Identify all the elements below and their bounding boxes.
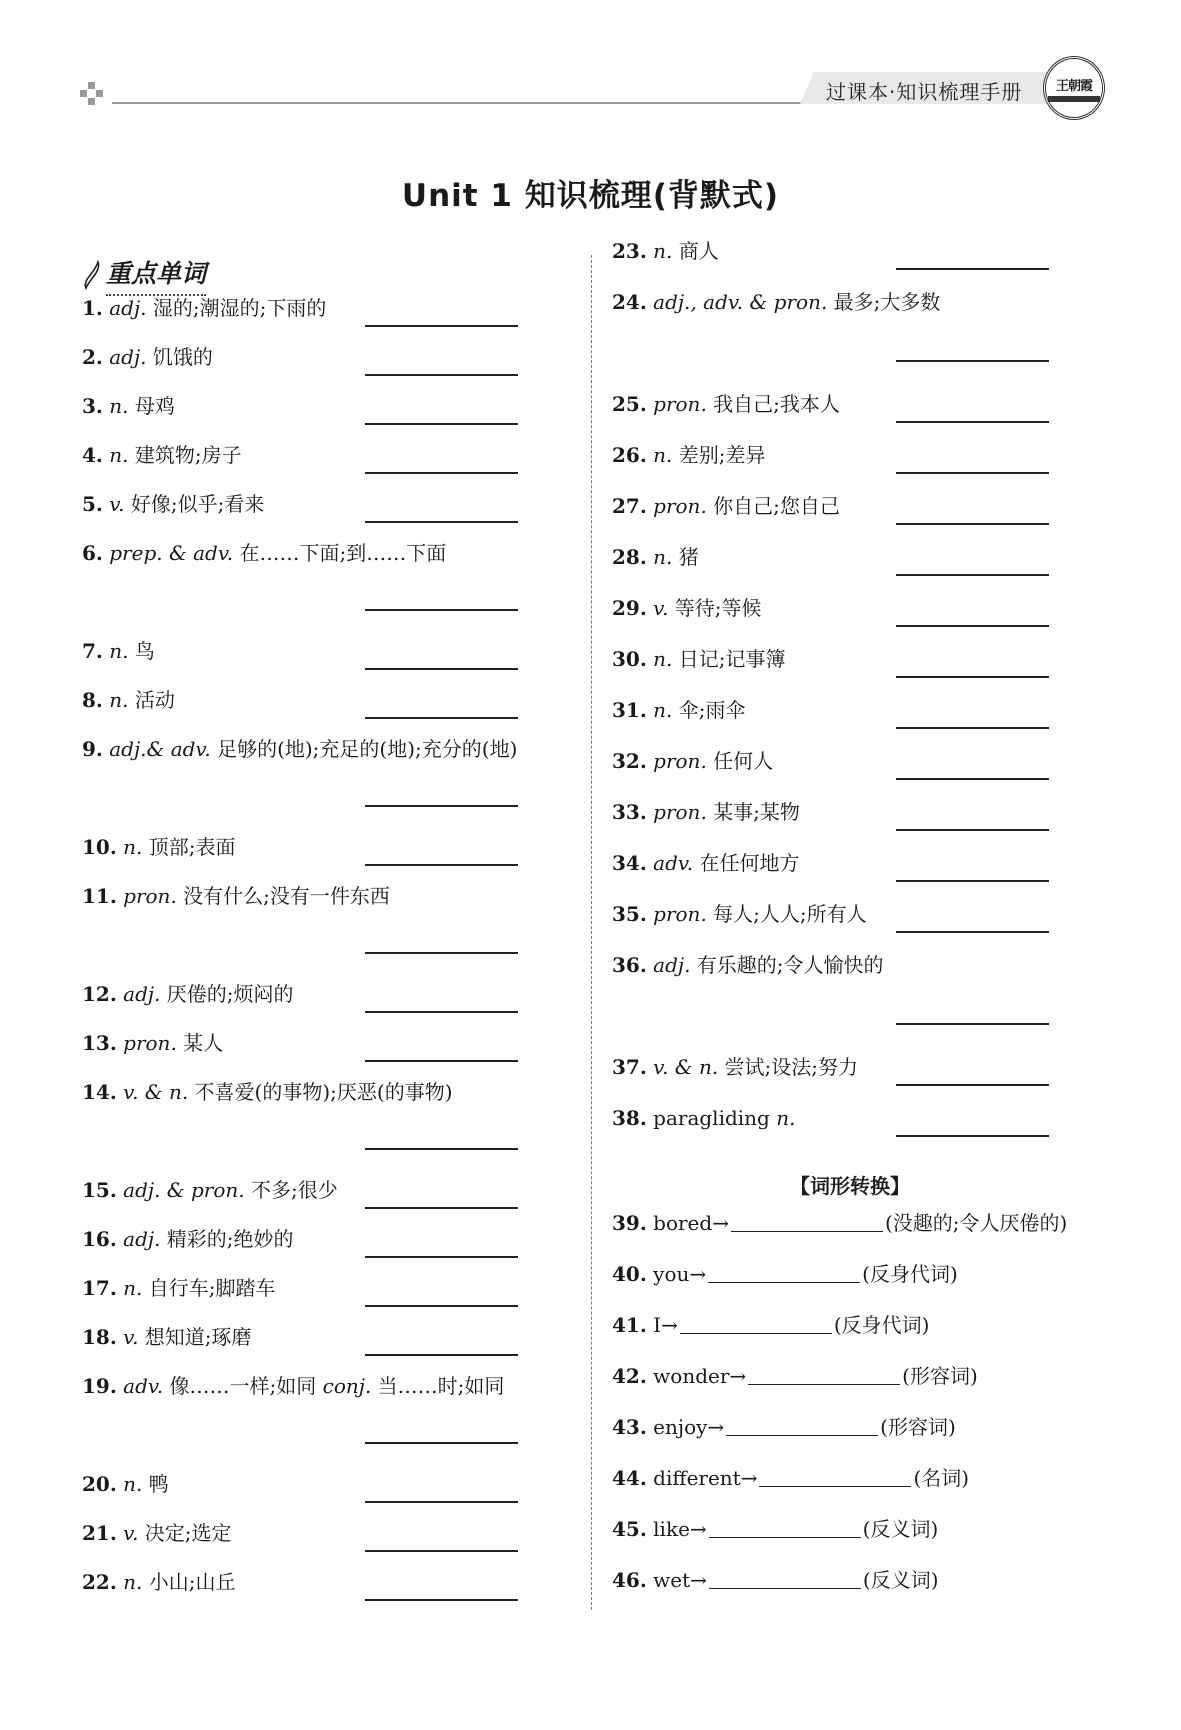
vocab-item [82,344,213,370]
item-meaning: 猪 [672,545,699,569]
answer-blank[interactable] [731,1211,883,1232]
part-of-speech: adj. [109,345,147,369]
item-number: 2. [82,345,103,369]
item-meaning: 自行车;脚踏车 [142,1276,276,1300]
item-number: 20. [82,1472,117,1496]
part-of-speech: v. [109,492,125,516]
item-meaning: 想知道;琢磨 [138,1325,252,1349]
item-number: 24. [612,290,647,314]
part-of-speech: adj. [109,296,147,320]
item-meaning: 我自己;我本人 [706,392,840,416]
item-word: paragliding [646,1106,777,1130]
part-of-speech: n. [123,835,143,859]
part-of-speech: n. [109,443,129,467]
vocab-item [612,850,800,876]
answer-blank[interactable] [726,1415,878,1436]
item-number: 33. [612,800,647,824]
item-number: 26. [612,443,647,467]
item-number: 17. [82,1276,117,1300]
part-of-speech: adj.& adv. [109,737,211,761]
item-number: 29. [612,596,647,620]
vocab-item [82,1030,223,1056]
part-of-speech: n. [776,1106,796,1130]
source-word: different→ [646,1466,758,1490]
part-of-speech: pron. [123,884,177,908]
part-of-speech: n. [653,698,673,722]
vocab-item [82,883,390,909]
answer-blank[interactable] [896,1135,1049,1137]
item-meaning: 伞;雨伞 [672,698,746,722]
answer-blank[interactable] [365,668,518,670]
answer-blank[interactable] [896,931,1049,933]
publisher-seal-icon [1043,56,1105,120]
conversion-hint: (反身代词) [862,1262,958,1286]
item-number: 23. [612,239,647,263]
item-number: 10. [82,835,117,859]
item-number: 39. [612,1211,647,1235]
answer-blank[interactable] [896,829,1049,831]
part-of-speech: adj. [123,1227,161,1251]
item-meaning: 任何人 [706,749,774,773]
item-number: 30. [612,647,647,671]
item-meaning: 精彩的;绝妙的 [160,1227,294,1251]
answer-blank[interactable] [896,625,1049,627]
part-of-speech: pron. [653,800,707,824]
answer-blank[interactable] [896,472,1049,474]
vocab-item [612,391,840,417]
conversion-hint: (名词) [913,1466,970,1490]
item-meaning: 在……下面;到……下面 [233,541,447,565]
item-number: 44. [612,1466,647,1490]
answer-blank[interactable] [365,805,518,807]
conversion-hint: (反义词) [862,1517,939,1541]
answer-blank[interactable] [709,1517,861,1538]
item-number: 7. [82,639,103,663]
answer-blank[interactable] [680,1313,832,1334]
item-meaning: 像……一样;如同 [163,1374,323,1398]
part-of-speech: n. [109,688,129,712]
item-meaning: 厌倦的;烦闷的 [160,982,294,1006]
item-number: 18. [82,1325,117,1349]
part-of-speech: conj. [322,1374,372,1398]
item-meaning: 鸟 [128,639,155,663]
vocab-item [612,1105,795,1131]
vocab-item [82,981,294,1007]
item-number: 9. [82,737,103,761]
answer-blank[interactable] [896,360,1049,362]
item-meaning: 尝试;设法;努力 [718,1055,859,1079]
part-of-speech: pron. [653,749,707,773]
answer-blank[interactable] [365,717,518,719]
answer-blank[interactable] [709,1568,861,1589]
answer-blank[interactable] [365,1550,518,1552]
vocab-item [82,1569,236,1595]
source-word: you→ [646,1262,707,1286]
answer-blank[interactable] [896,676,1049,678]
item-meaning: 当……时;如同 [371,1374,505,1398]
conversion-item [612,1567,939,1593]
source-word: like→ [646,1517,707,1541]
vocab-item [82,1226,294,1252]
answer-blank[interactable] [896,1084,1049,1086]
part-of-speech: v. [123,1325,139,1349]
answer-blank[interactable] [365,1060,518,1062]
conversion-hint: (形容词) [902,1364,978,1388]
item-meaning: 母鸡 [128,394,175,418]
conversion-hint: (形容词) [880,1415,956,1439]
conversion-item [612,1414,956,1440]
answer-blank[interactable] [365,609,518,611]
book-title: 过课本·知识梳理手册 [826,80,1023,104]
vocab-item [612,544,699,570]
item-number: 27. [612,494,647,518]
item-number: 43. [612,1415,647,1439]
source-word: wonder→ [646,1364,747,1388]
answer-blank[interactable] [896,880,1049,882]
answer-blank[interactable] [365,1442,518,1444]
item-meaning: 差别;差异 [672,443,766,467]
part-of-speech: pron. [653,902,707,926]
item-number: 46. [612,1568,647,1592]
part-of-speech: n. [653,545,673,569]
answer-blank[interactable] [365,521,518,523]
item-number: 37. [612,1055,647,1079]
conversion-item [612,1363,978,1389]
answer-blank[interactable] [365,1207,518,1209]
item-meaning: 你自己;您自己 [706,494,840,518]
part-of-speech: n. [109,394,129,418]
vocab-item [612,289,940,315]
answer-blank[interactable] [365,1354,518,1356]
vocab-item [82,540,446,566]
part-of-speech: adv. [653,851,694,875]
item-meaning: 不喜爱(的事物);厌恶(的事物) [188,1080,453,1104]
item-number: 40. [612,1262,647,1286]
item-meaning: 建筑物;房子 [128,443,242,467]
answer-blank[interactable] [748,1364,900,1385]
part-of-speech: n. [653,239,673,263]
conversion-hint: (反义词) [862,1568,939,1592]
item-number: 6. [82,541,103,565]
item-meaning: 商人 [672,239,719,263]
answer-blank[interactable] [896,523,1049,525]
answer-blank[interactable] [365,423,518,425]
item-meaning: 小山;山丘 [142,1570,236,1594]
pen-icon [82,260,102,290]
item-number: 12. [82,982,117,1006]
part-of-speech: prep. & adv. [109,541,234,565]
part-of-speech: pron. [653,392,707,416]
vocab-item [612,799,800,825]
subsection-title: 【词形转换】 [790,1174,910,1198]
item-number: 28. [612,545,647,569]
part-of-speech: n. [653,647,673,671]
answer-blank[interactable] [365,1501,518,1503]
answer-blank[interactable] [896,268,1049,270]
conversion-hint: (没趣的;令人厌倦的) [884,1211,1068,1235]
item-number: 1. [82,296,103,320]
item-meaning: 足够的(地);充足的(地);充分的(地) [210,737,518,761]
item-meaning: 某事;某物 [706,800,800,824]
vocab-item [82,687,175,713]
conversion-item [612,1261,958,1287]
item-meaning: 活动 [128,688,175,712]
column-divider [591,255,592,1610]
answer-blank[interactable] [896,574,1049,576]
conversion-item [612,1210,1067,1236]
item-number: 25. [612,392,647,416]
answer-blank[interactable] [365,864,518,866]
part-of-speech: v. & n. [123,1080,189,1104]
source-word: wet→ [646,1568,707,1592]
vocab-item [612,646,786,672]
conversion-item [612,1312,929,1338]
item-number: 21. [82,1521,117,1545]
item-meaning: 有乐趣的;令人愉快的 [690,953,884,977]
seal-text: 王朝霞 [1055,78,1092,94]
part-of-speech: pron. [653,494,707,518]
item-meaning: 没有什么;没有一件东西 [176,884,390,908]
part-of-speech: pron. [123,1031,177,1055]
vocab-item [82,1177,338,1203]
item-number: 5. [82,492,103,516]
item-number: 34. [612,851,647,875]
answer-blank[interactable] [365,1305,518,1307]
item-number: 19. [82,1374,117,1398]
item-number: 32. [612,749,647,773]
answer-blank[interactable] [365,325,518,327]
answer-blank[interactable] [896,421,1049,423]
part-of-speech: adj., adv. & pron. [653,290,828,314]
item-number: 16. [82,1227,117,1251]
answer-blank[interactable] [896,778,1049,780]
answer-blank[interactable] [365,1011,518,1013]
vocab-item [612,697,746,723]
item-meaning: 决定;选定 [138,1521,232,1545]
answer-blank[interactable] [759,1466,911,1487]
item-meaning: 等待;等候 [668,596,762,620]
part-of-speech: n. [109,639,129,663]
part-of-speech: n. [123,1276,143,1300]
vocab-item [82,393,175,419]
item-meaning: 饥饿的 [146,345,213,369]
item-number: 38. [612,1106,647,1130]
vocab-item [82,1275,276,1301]
vocab-item [82,1520,232,1546]
answer-blank[interactable] [365,1148,518,1150]
vocab-item [82,834,236,860]
item-number: 3. [82,394,103,418]
item-number: 41. [612,1313,647,1337]
item-meaning: 最多;大多数 [827,290,941,314]
source-word: I→ [646,1313,678,1337]
item-number: 35. [612,902,647,926]
part-of-speech: n. [653,443,673,467]
vocab-item [612,493,840,519]
part-of-speech: adv. [123,1374,164,1398]
vocab-item [82,442,242,468]
vocab-item [612,901,867,927]
page-title: Unit 1 知识梳理(背默式) [401,178,780,214]
item-number: 36. [612,953,647,977]
answer-blank[interactable] [365,374,518,376]
part-of-speech: adj. [123,982,161,1006]
part-of-speech: v. [123,1521,139,1545]
vocab-item [82,736,517,762]
item-meaning: 好像;似乎;看来 [124,492,265,516]
item-meaning: 顶部;表面 [142,835,236,859]
part-of-speech: v. & n. [653,1055,719,1079]
item-meaning: 每人;人人;所有人 [706,902,867,926]
part-of-speech: adj. [653,953,691,977]
seal-ribbon [1048,96,1100,102]
part-of-speech: adj. & pron. [123,1178,245,1202]
section-heading [82,254,206,296]
vocab-item [82,295,326,321]
vocab-item [82,1471,169,1497]
item-meaning: 不多;很少 [244,1178,338,1202]
conversion-item [612,1516,938,1542]
answer-blank[interactable] [365,952,518,954]
item-number: 4. [82,443,103,467]
conversion-item [612,1465,969,1491]
answer-blank[interactable] [365,1599,518,1601]
vocab-item [612,442,766,468]
header-decoration [80,82,110,106]
answer-blank[interactable] [708,1262,860,1283]
vocab-item [612,238,719,264]
item-number: 14. [82,1080,117,1104]
item-number: 13. [82,1031,117,1055]
item-meaning: 日记;记事簿 [672,647,786,671]
answer-blank[interactable] [365,472,518,474]
item-number: 22. [82,1570,117,1594]
answer-blank[interactable] [365,1256,518,1258]
item-number: 42. [612,1364,647,1388]
vocab-item [82,491,264,517]
vocab-item [82,638,155,664]
item-number: 11. [82,884,117,908]
item-meaning: 在任何地方 [693,851,800,875]
part-of-speech: v. [653,596,669,620]
item-number: 15. [82,1178,117,1202]
source-word: bored→ [646,1211,729,1235]
vocab-item [612,952,884,978]
item-meaning: 某人 [176,1031,224,1055]
conversion-hint: (反身代词) [833,1313,930,1337]
item-number: 45. [612,1517,647,1541]
answer-blank[interactable] [896,1023,1049,1025]
vocab-item [82,1373,504,1399]
item-meaning: 鸭 [142,1472,169,1496]
vocab-item [612,748,773,774]
part-of-speech: n. [123,1570,143,1594]
section-title: 重点单词 [106,254,206,296]
source-word: enjoy→ [646,1415,725,1439]
vocab-item [612,595,762,621]
item-meaning: 湿的;潮湿的;下雨的 [146,296,327,320]
answer-blank[interactable] [896,727,1049,729]
item-number: 31. [612,698,647,722]
item-number: 8. [82,688,103,712]
part-of-speech: n. [123,1472,143,1496]
vocab-item [82,1079,453,1105]
vocab-item [612,1054,858,1080]
vocab-item [82,1324,252,1350]
